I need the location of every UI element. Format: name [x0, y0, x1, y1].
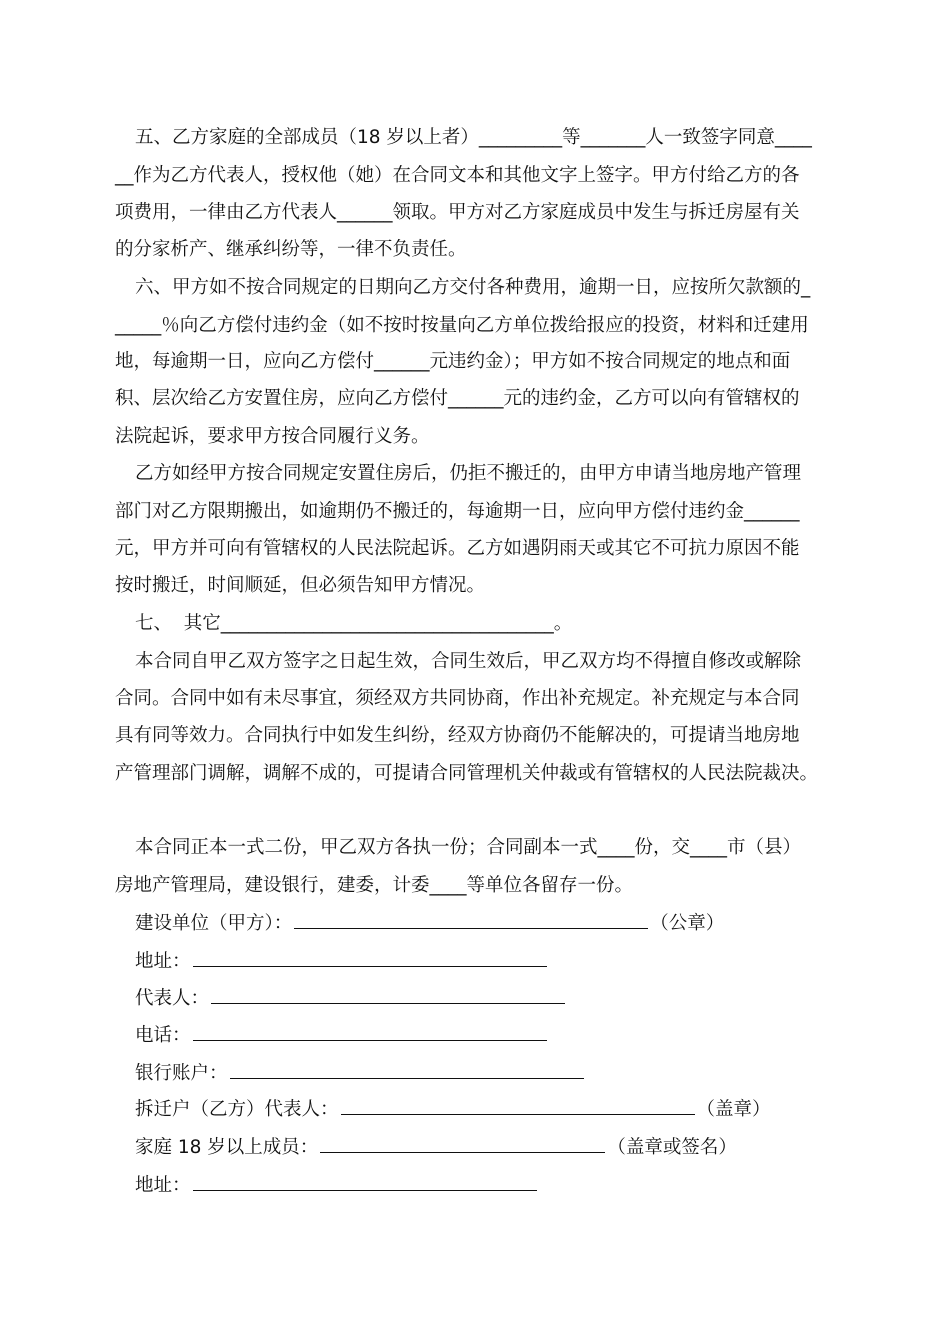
clause6b-line4: 按时搬迁，时间顺延，但必须告知甲方情况。 — [115, 575, 486, 596]
address2-row — [135, 1172, 539, 1198]
builder-field[interactable] — [294, 910, 648, 929]
builder-seal: （公章） — [650, 913, 725, 934]
builder-row — [135, 910, 724, 936]
address2-label: 地址： — [135, 1175, 191, 1196]
relocatee-field[interactable] — [341, 1096, 695, 1115]
relocatee-seal: （盖章） — [696, 1099, 771, 1120]
phone-field[interactable] — [193, 1022, 547, 1041]
copies-line1: 本合同正本一式二份，甲乙双方各执一份；合同副本一式____份，交____市（县） — [135, 837, 802, 858]
clause5-line2: __作为乙方代表人，授权他（她）在合同文本和其他文字上签字。甲方付给乙方的各 — [115, 165, 800, 186]
address1-field[interactable] — [193, 948, 547, 967]
clause6-line5: 法院起诉，要求甲方按合同履行义务。 — [115, 426, 430, 447]
representative-label: 代表人： — [135, 988, 210, 1009]
family-row — [135, 1134, 737, 1160]
clause5-line1: 五、乙方家庭的全部成员（18 岁以上者）_________等_______人一致签字同意____ — [135, 127, 812, 148]
clause6-line3: 地，每逾期一日，应向乙方偿付______元违约金）；甲方如不按合同规定的地点和面 — [115, 351, 791, 372]
bank-row — [135, 1060, 586, 1086]
effect-line1: 本合同自甲乙双方签字之日起生效，合同生效后，甲乙双方均不得擅自修改或解除 — [135, 651, 802, 672]
bank-field[interactable] — [230, 1060, 584, 1079]
clause6b-line3: 元，甲方并可向有管辖权的人民法院起诉。乙方如遇阴雨天或其它不可抗力原因不能 — [115, 538, 800, 559]
clause7: 七、 其它____________________________________。 — [135, 613, 573, 634]
representative-field[interactable] — [211, 985, 565, 1004]
effect-line3: 具有同等效力。合同执行中如发生纠纷，经双方协商仍不能解决的，可提请当地房地 — [115, 725, 800, 746]
clause6b-line1: 乙方如经甲方按合同规定安置住房后，仍拒不搬迁的，由甲方申请当地房地产管理 — [135, 463, 802, 484]
effect-line2: 合同。合同中如有未尽事宜，须经双方共同协商，作出补充规定。补充规定与本合同 — [115, 688, 800, 709]
family-seal: （盖章或签名） — [607, 1137, 737, 1158]
address2-field[interactable] — [193, 1172, 537, 1191]
copies-line2: 房地产管理局，建设银行，建委，计委____等单位各留存一份。 — [115, 875, 634, 896]
clause5-line3: 项费用，一律由乙方代表人______领取。甲方对乙方家庭成员中发生与拆迁房屋有关 — [115, 202, 800, 223]
relocatee-label: 拆迁户（乙方）代表人： — [135, 1099, 339, 1120]
clause6b-line2: 部门对乙方限期搬出，如逾期仍不搬迁的，每逾期一日，应向甲方偿付违约金______ — [115, 501, 800, 522]
phone-row — [135, 1022, 549, 1048]
builder-label: 建设单位（甲方）： — [135, 913, 293, 934]
phone-label: 电话： — [135, 1025, 191, 1046]
bank-label: 银行账户： — [135, 1063, 228, 1084]
family-field[interactable] — [320, 1134, 605, 1153]
clause6-line2: _____％向乙方偿付违约金（如不按时按量向乙方单位拨给报应的投资，材料和迁建用 — [115, 315, 809, 336]
clause6-line1: 六、甲方如不按合同规定的日期向乙方交付各种费用，逾期一日，应按所欠款额的_ — [135, 277, 811, 298]
effect-line4: 产管理部门调解，调解不成的，可提请合同管理机关仲裁或有管辖权的人民法院裁决。 — [115, 763, 819, 784]
address1-label: 地址： — [135, 951, 191, 972]
address1-row — [135, 948, 549, 974]
relocatee-row — [135, 1096, 771, 1122]
clause5-line4: 的分家析产、继承纠纷等，一律不负责任。 — [115, 239, 467, 260]
family-label: 家庭 18 岁以上成员： — [135, 1137, 319, 1158]
representative-row — [135, 985, 567, 1011]
clause6-line4: 积、层次给乙方安置住房，应向乙方偿付______元的违约金，乙方可以向有管辖权的 — [115, 388, 800, 409]
